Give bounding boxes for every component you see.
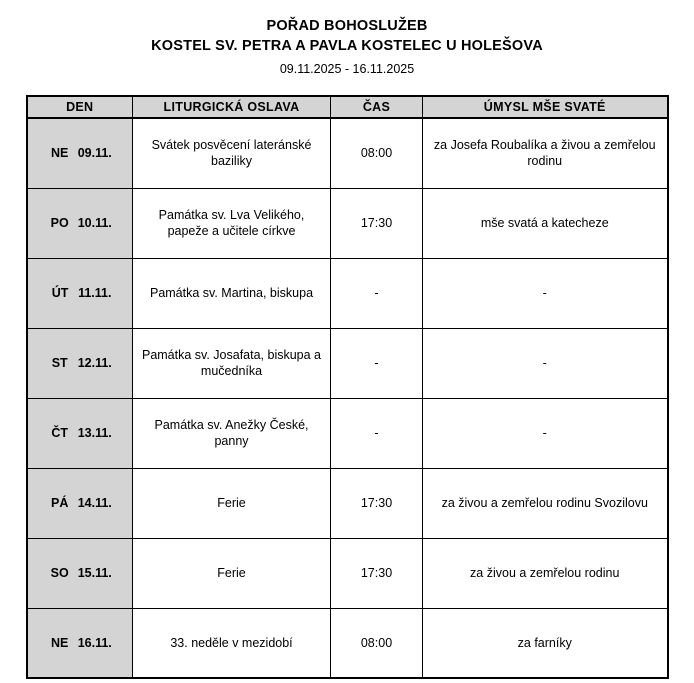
- cell-time: 17:30: [331, 188, 423, 258]
- table-row: [27, 258, 668, 328]
- table-row: [27, 468, 668, 538]
- cell-time: -: [331, 258, 423, 328]
- cell-intent: mše svatá a katecheze: [423, 188, 668, 258]
- column-header-intent: ÚMYSL MŠE SVATÉ: [423, 96, 668, 118]
- cell-intent: -: [423, 398, 668, 468]
- table-header: [27, 96, 668, 118]
- parish-subtitle: KOSTEL SV. PETRA A PAVLA KOSTELEC U HOLEŠOVA: [151, 38, 543, 54]
- table-row: [27, 538, 668, 608]
- column-header-time: ČAS: [331, 96, 423, 118]
- cell-feast: Památka sv. Josafata, biskupa a mučedníka: [133, 328, 331, 398]
- day-of-week: NE: [51, 635, 69, 650]
- cell-feast: 33. neděle v mezidobí: [133, 608, 331, 678]
- column-header-day: DEN: [27, 96, 133, 118]
- cell-feast: Ferie: [133, 468, 331, 538]
- schedule-table-wrapper: [26, 95, 669, 679]
- day-date: 14.11.: [77, 496, 112, 510]
- cell-time: -: [331, 328, 423, 398]
- cell-day: [27, 118, 133, 188]
- date-range: 09.11.2025 - 16.11.2025: [279, 62, 415, 76]
- table-row: [27, 188, 668, 258]
- cell-day: [27, 398, 133, 468]
- table-row: [27, 608, 668, 678]
- cell-intent: -: [423, 258, 668, 328]
- cell-day: [27, 328, 133, 398]
- table-row: [27, 328, 668, 398]
- cell-time: 17:30: [331, 468, 423, 538]
- table-header-row: [27, 96, 668, 118]
- day-of-week: ÚT: [51, 286, 69, 300]
- day-date: 10.11.: [77, 216, 112, 230]
- cell-feast: Památka sv. Anežky České, panny: [133, 398, 331, 468]
- cell-feast: Svátek posvěcení lateránské baziliky: [133, 118, 331, 188]
- cell-intent: za živou a zemřelou rodinu: [423, 538, 668, 608]
- cell-time: 17:30: [331, 538, 423, 608]
- cell-feast: Památka sv. Martina, biskupa: [133, 258, 331, 328]
- cell-day: [27, 258, 133, 328]
- day-date: 16.11.: [77, 635, 112, 650]
- cell-day: [27, 538, 133, 608]
- cell-intent: -: [423, 328, 668, 398]
- cell-feast: Ferie: [133, 538, 331, 608]
- day-of-week: ST: [51, 356, 68, 370]
- day-of-week: SO: [50, 566, 69, 580]
- cell-day: [27, 468, 133, 538]
- document-header: [0, 0, 694, 79]
- cell-intent: za farníky: [423, 608, 668, 678]
- table-body: [27, 118, 668, 678]
- table-row: [27, 398, 668, 468]
- day-date: 15.11.: [77, 566, 112, 580]
- cell-time: 08:00: [331, 118, 423, 188]
- schedule-table: [26, 95, 669, 679]
- day-date: 09.11.: [77, 146, 112, 161]
- cell-day: [27, 608, 133, 678]
- day-of-week: PÁ: [51, 496, 69, 510]
- day-date: 12.11.: [77, 356, 112, 370]
- day-of-week: ČT: [51, 426, 69, 440]
- table-row: [27, 118, 668, 188]
- day-of-week: PO: [50, 216, 69, 230]
- day-of-week: NE: [51, 146, 69, 161]
- cell-feast: Památka sv. Lva Velikého, papeže a učitele církve: [133, 188, 331, 258]
- cell-time: 08:00: [331, 608, 423, 678]
- day-date: 11.11.: [78, 286, 112, 300]
- cell-intent: za živou a zemřelou rodinu Svozilovu: [423, 468, 668, 538]
- cell-intent: za Josefa Roubalíka a živou a zemřelou rodinu: [423, 118, 668, 188]
- cell-time: -: [331, 398, 423, 468]
- page-title: POŘAD BOHOSLUŽEB: [266, 18, 428, 34]
- column-header-feast: LITURGICKÁ OSLAVA: [133, 96, 331, 118]
- day-date: 13.11.: [77, 426, 112, 440]
- cell-day: [27, 188, 133, 258]
